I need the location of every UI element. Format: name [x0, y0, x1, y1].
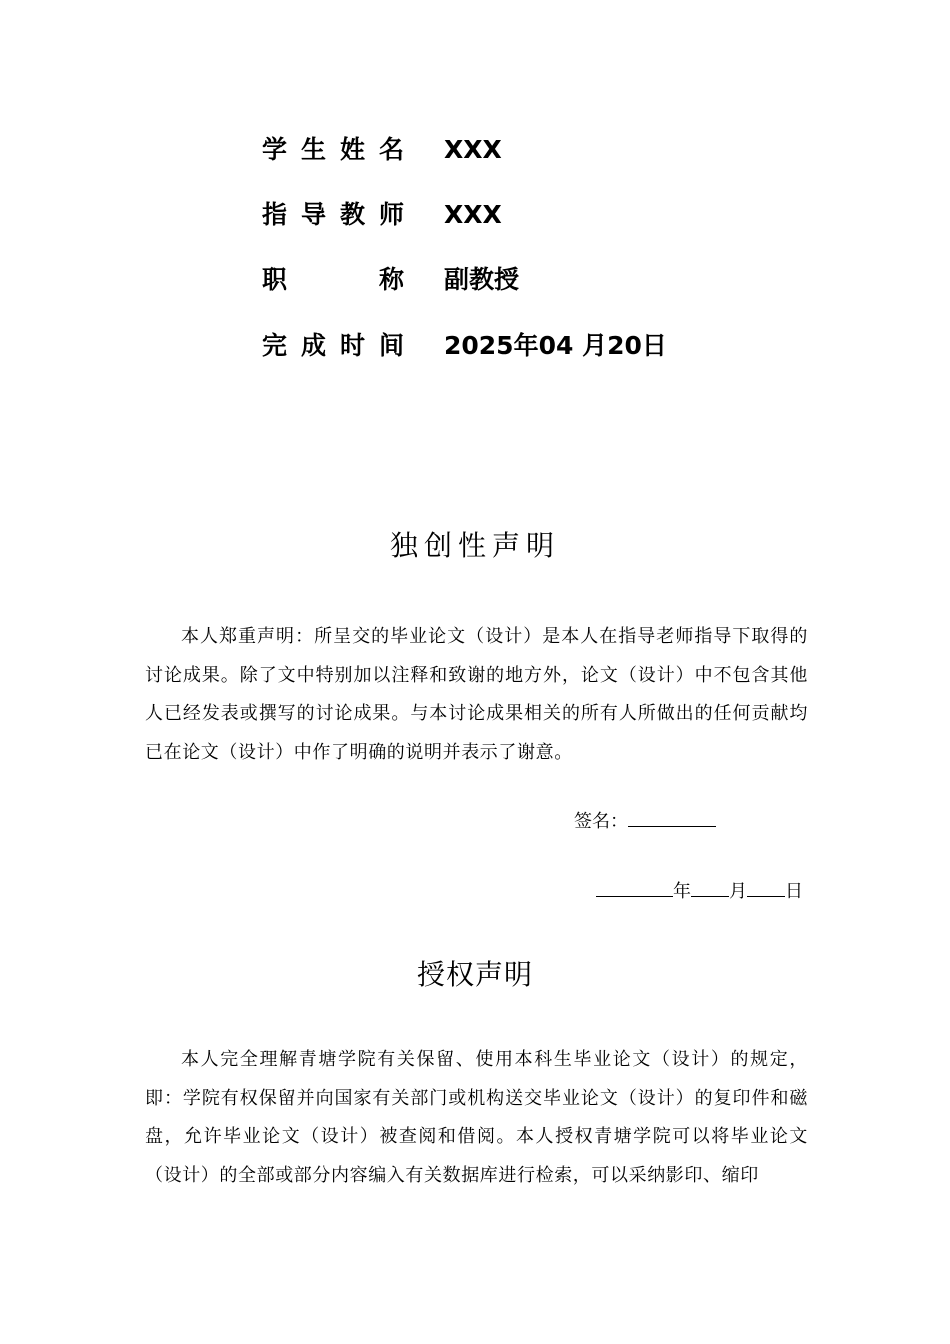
year-label: 年 [673, 881, 691, 902]
signature-label: 签名： [574, 811, 628, 832]
signature-date-line [596, 874, 803, 907]
student-name-value: XXX [444, 135, 502, 164]
completion-date-label: 完 成 时 间 [262, 331, 404, 360]
day-blank [747, 874, 785, 897]
day-label: 日 [785, 881, 803, 902]
authorization-title: 授权声明 [416, 958, 533, 991]
month-label: 月 [729, 881, 747, 902]
advisor-value: XXX [444, 200, 502, 229]
signature-blank [628, 804, 716, 827]
year-blank [596, 874, 673, 897]
completion-date-value: 2025年04 月20日 [444, 331, 667, 360]
signature-line [574, 804, 716, 837]
originality-title: 独创性声明 [389, 529, 560, 562]
advisor-label: 指 导 教 师 [262, 200, 404, 229]
originality-body: 本人郑重声明：所呈交的毕业论文（设计）是本人在指导老师指导下取得的讨论成果。除了文中特别加以注释和致谢的地方外，论文（设计）中不包含其他人已经发表或撰写的讨论成果。与本讨论成果相关的所有人所做出的任何贡献均已在论文（设计）中作了明确的说明并表示了谢意。 [145, 626, 808, 763]
professional-title-label: 职 称 [262, 265, 404, 294]
student-name-label: 学 生 姓 名 [262, 135, 404, 164]
authorization-body: 本人完全理解青塘学院有关保留、使用本科生毕业论文（设计）的规定，即：学院有权保留并向国家有关部门或机构送交毕业论文（设计）的复印件和磁盘，允许毕业论文（设计）被查阅和借阅。本人授权青塘学院可以将毕业论文（设计）的全部或部分内容编入有关数据库进行检索，可以采纳影印、缩印 [145, 1049, 808, 1186]
month-blank [691, 874, 729, 897]
professional-title-value: 副教授 [444, 265, 520, 294]
